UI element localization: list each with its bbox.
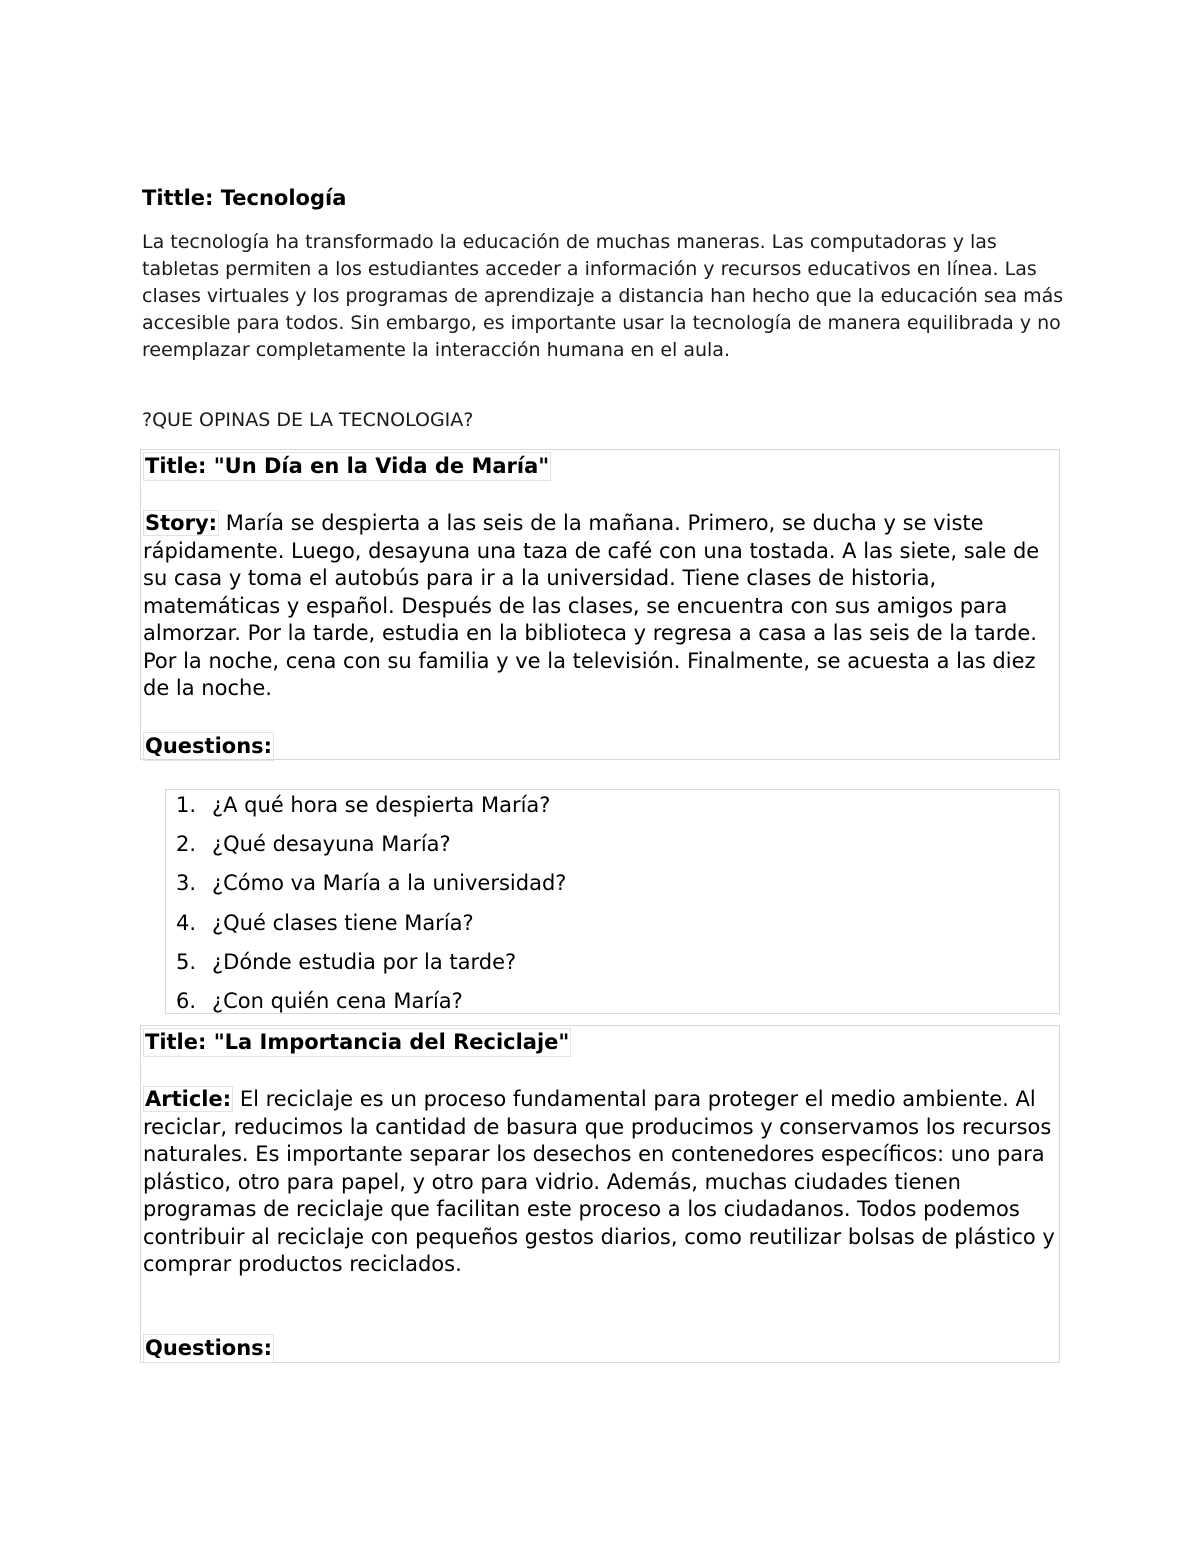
question-text: ¿Dónde estudia por la tarde? <box>212 949 517 974</box>
question-number: 4. <box>176 910 197 935</box>
article-title: Title: "La Importancia del Reciclaje" <box>143 1028 571 1057</box>
question-item <box>176 986 566 1025</box>
section-title-tecnologia: Tittle: Tecnología <box>142 186 347 210</box>
article-box <box>140 1025 1060 1363</box>
question-text: ¿Qué desayuna María? <box>212 832 451 857</box>
question-number: 5. <box>176 949 197 974</box>
question-number: 2. <box>176 832 197 857</box>
questions-list <box>176 790 566 1025</box>
question-text: ¿Qué clases tiene María? <box>212 910 474 935</box>
story-box <box>140 449 1060 760</box>
story-text: María se despierta a las seis de la mañana. Primero, se ducha y se viste rápidamente. Luego, desayuna una taza de café con una tostada. A las siete, sale de su casa y toma el autobús para ir a la universidad. Tiene clases de historia, matemáticas y español. Después de las clases, se encuentra con sus amigos para almorzar. Por la tarde, estudia en la biblioteca y regresa a casa a las seis de la tarde. Por la noche, cena con su familia y ve la televisión. Finalmente, se acuesta a las diez de la noche. <box>143 511 1040 700</box>
story-questions-label: Questions: <box>143 732 274 761</box>
question-number: 6. <box>176 988 197 1013</box>
tecnologia-paragraph: La tecnología ha transformado la educación de muchas maneras. Las computadoras y las tabletas permiten a los estudiantes acceder a información y recursos educativos en línea. Las clases virtuales y los programas de aprendizaje a distancia han hecho que la educación sea más accesible para todos. Sin embargo, es importante usar la tecnología de manera equilibrada y no reemplazar completamente la interacción humana en el aula. <box>142 231 1064 361</box>
story-title: Title: "Un Día en la Vida de María" <box>143 452 551 481</box>
story-label: Story: <box>145 511 218 535</box>
question-item <box>176 790 566 829</box>
question-item <box>176 947 566 986</box>
question-number: 3. <box>176 871 197 896</box>
story-questions-box <box>165 789 1060 1014</box>
question-text: ¿Cómo va María a la universidad? <box>212 871 567 896</box>
article-text: El reciclaje es un proceso fundamental para proteger el medio ambiente. Al reciclar, reducimos la cantidad de basura que producimos y conservamos los recursos naturales. Es importante separar los desechos en contenedores específicos: uno para plástico, otro para papel, y otro para vidrio. Además, muchas ciudades tienen programas de reciclaje que facilitan este proceso a los ciudadanos. Todos podemos contribuir al reciclaje con pequeños gestos diarios, como reutilizar bolsas de plástico y comprar productos reciclados. <box>143 1087 1055 1276</box>
question-item <box>176 829 566 868</box>
article-label: Article: <box>145 1087 232 1111</box>
article-body <box>143 1086 1055 1279</box>
opinion-question: ?QUE OPINAS DE LA TECNOLOGIA? <box>142 409 474 431</box>
question-item <box>176 868 566 907</box>
article-questions-label: Questions: <box>143 1334 274 1363</box>
question-text: ¿A qué hora se despierta María? <box>212 793 551 817</box>
story-body <box>143 510 1055 703</box>
question-item <box>176 908 566 947</box>
question-number: 1. <box>176 793 197 817</box>
question-text: ¿Con quién cena María? <box>212 988 463 1013</box>
